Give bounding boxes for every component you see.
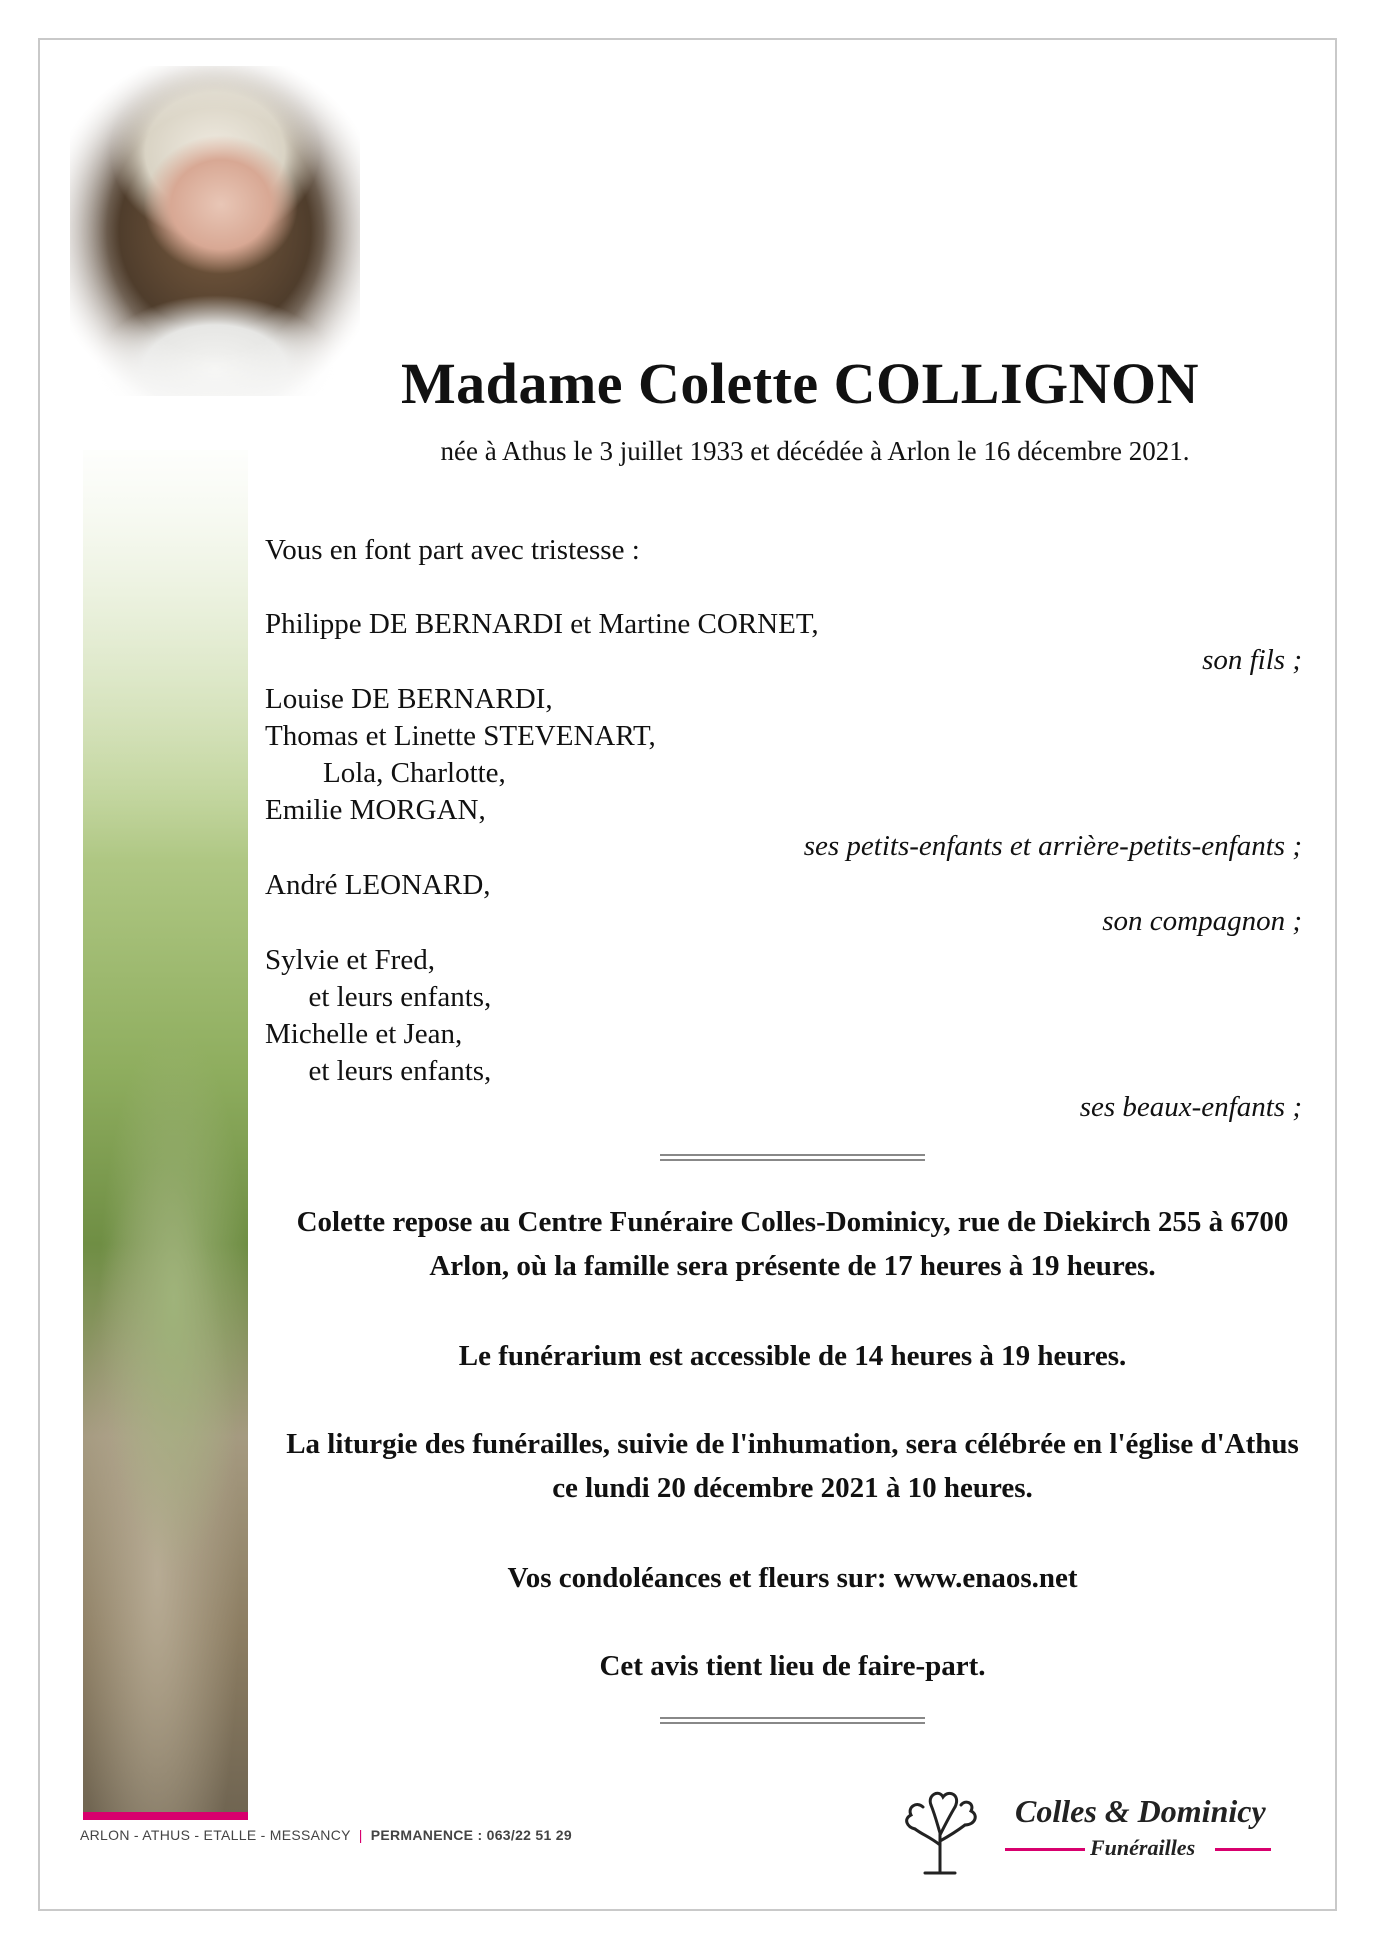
announcement-liturgy: La liturgie des funérailles, suivie de l'inhumation, sera célébrée en l'église d'Athus ce lundi 20 décembre 2021 à 10 heures. — [286, 1428, 1299, 1504]
double-rule-separator — [660, 1717, 925, 1724]
role-label: son compagnon ; — [1102, 905, 1302, 937]
logo-accent-line — [1005, 1848, 1085, 1851]
intro-line: Vous en font part avec tristesse : — [265, 534, 640, 566]
family-line: et leurs enfants, — [265, 981, 492, 1013]
footer-contact — [80, 1827, 572, 1843]
family-line: Michelle et Jean, — [265, 1018, 463, 1050]
family-line: Lola, Charlotte, — [265, 757, 506, 789]
footer-locations: ARLON - ATHUS - ETALLE - MESSANCY — [80, 1827, 351, 1843]
double-rule-separator — [660, 1154, 925, 1161]
announcement-rest: Colette repose au Centre Funéraire Colles-Dominicy, rue de Diekirch 255 à 6700 Arlon, où la famille sera présente de 17 heures à 19 heures. — [296, 1206, 1289, 1282]
logo-accent-line — [1215, 1848, 1271, 1851]
deceased-name: Madame Colette COLLIGNON — [400, 351, 1200, 416]
family-line: Sylvie et Fred, — [265, 944, 435, 976]
footer-permanence: PERMANENCE : 063/22 51 29 — [370, 1827, 572, 1843]
logo-name: Colles & Dominicy — [1015, 1793, 1266, 1829]
role-label: ses beaux-enfants ; — [1079, 1091, 1302, 1123]
family-line: et leurs enfants, — [265, 1055, 492, 1087]
announcement-faire-part: Cet avis tient lieu de faire-part. — [599, 1650, 986, 1682]
family-line: Thomas et Linette STEVENART, — [265, 720, 656, 752]
role-label: ses petits-enfants et arrière-petits-enfants ; — [803, 830, 1302, 862]
birth-death-line: née à Athus le 3 juillet 1933 et décédée à Arlon le 16 décembre 2021. — [440, 436, 1190, 466]
family-line: André LEONARD, — [265, 869, 491, 901]
family-line: Louise DE BERNARDI, — [265, 683, 553, 715]
footer-separator: | — [358, 1827, 363, 1843]
role-label: son fils ; — [1202, 644, 1302, 676]
logo-subtitle: Funérailles — [1090, 1835, 1196, 1860]
portrait-photo — [70, 66, 360, 396]
announcement-condolences: Vos condoléances et fleurs sur: www.enaos.net — [507, 1562, 1078, 1594]
family-line: Emilie MORGAN, — [265, 794, 486, 826]
announcement-hours: Le funérarium est accessible de 14 heures à 19 heures. — [458, 1340, 1127, 1372]
family-line: Philippe DE BERNARDI et Martine CORNET, — [265, 608, 819, 640]
tree-icon — [885, 1785, 995, 1875]
funeral-home-logo — [885, 1785, 1285, 1875]
forest-path-image — [83, 450, 248, 1820]
